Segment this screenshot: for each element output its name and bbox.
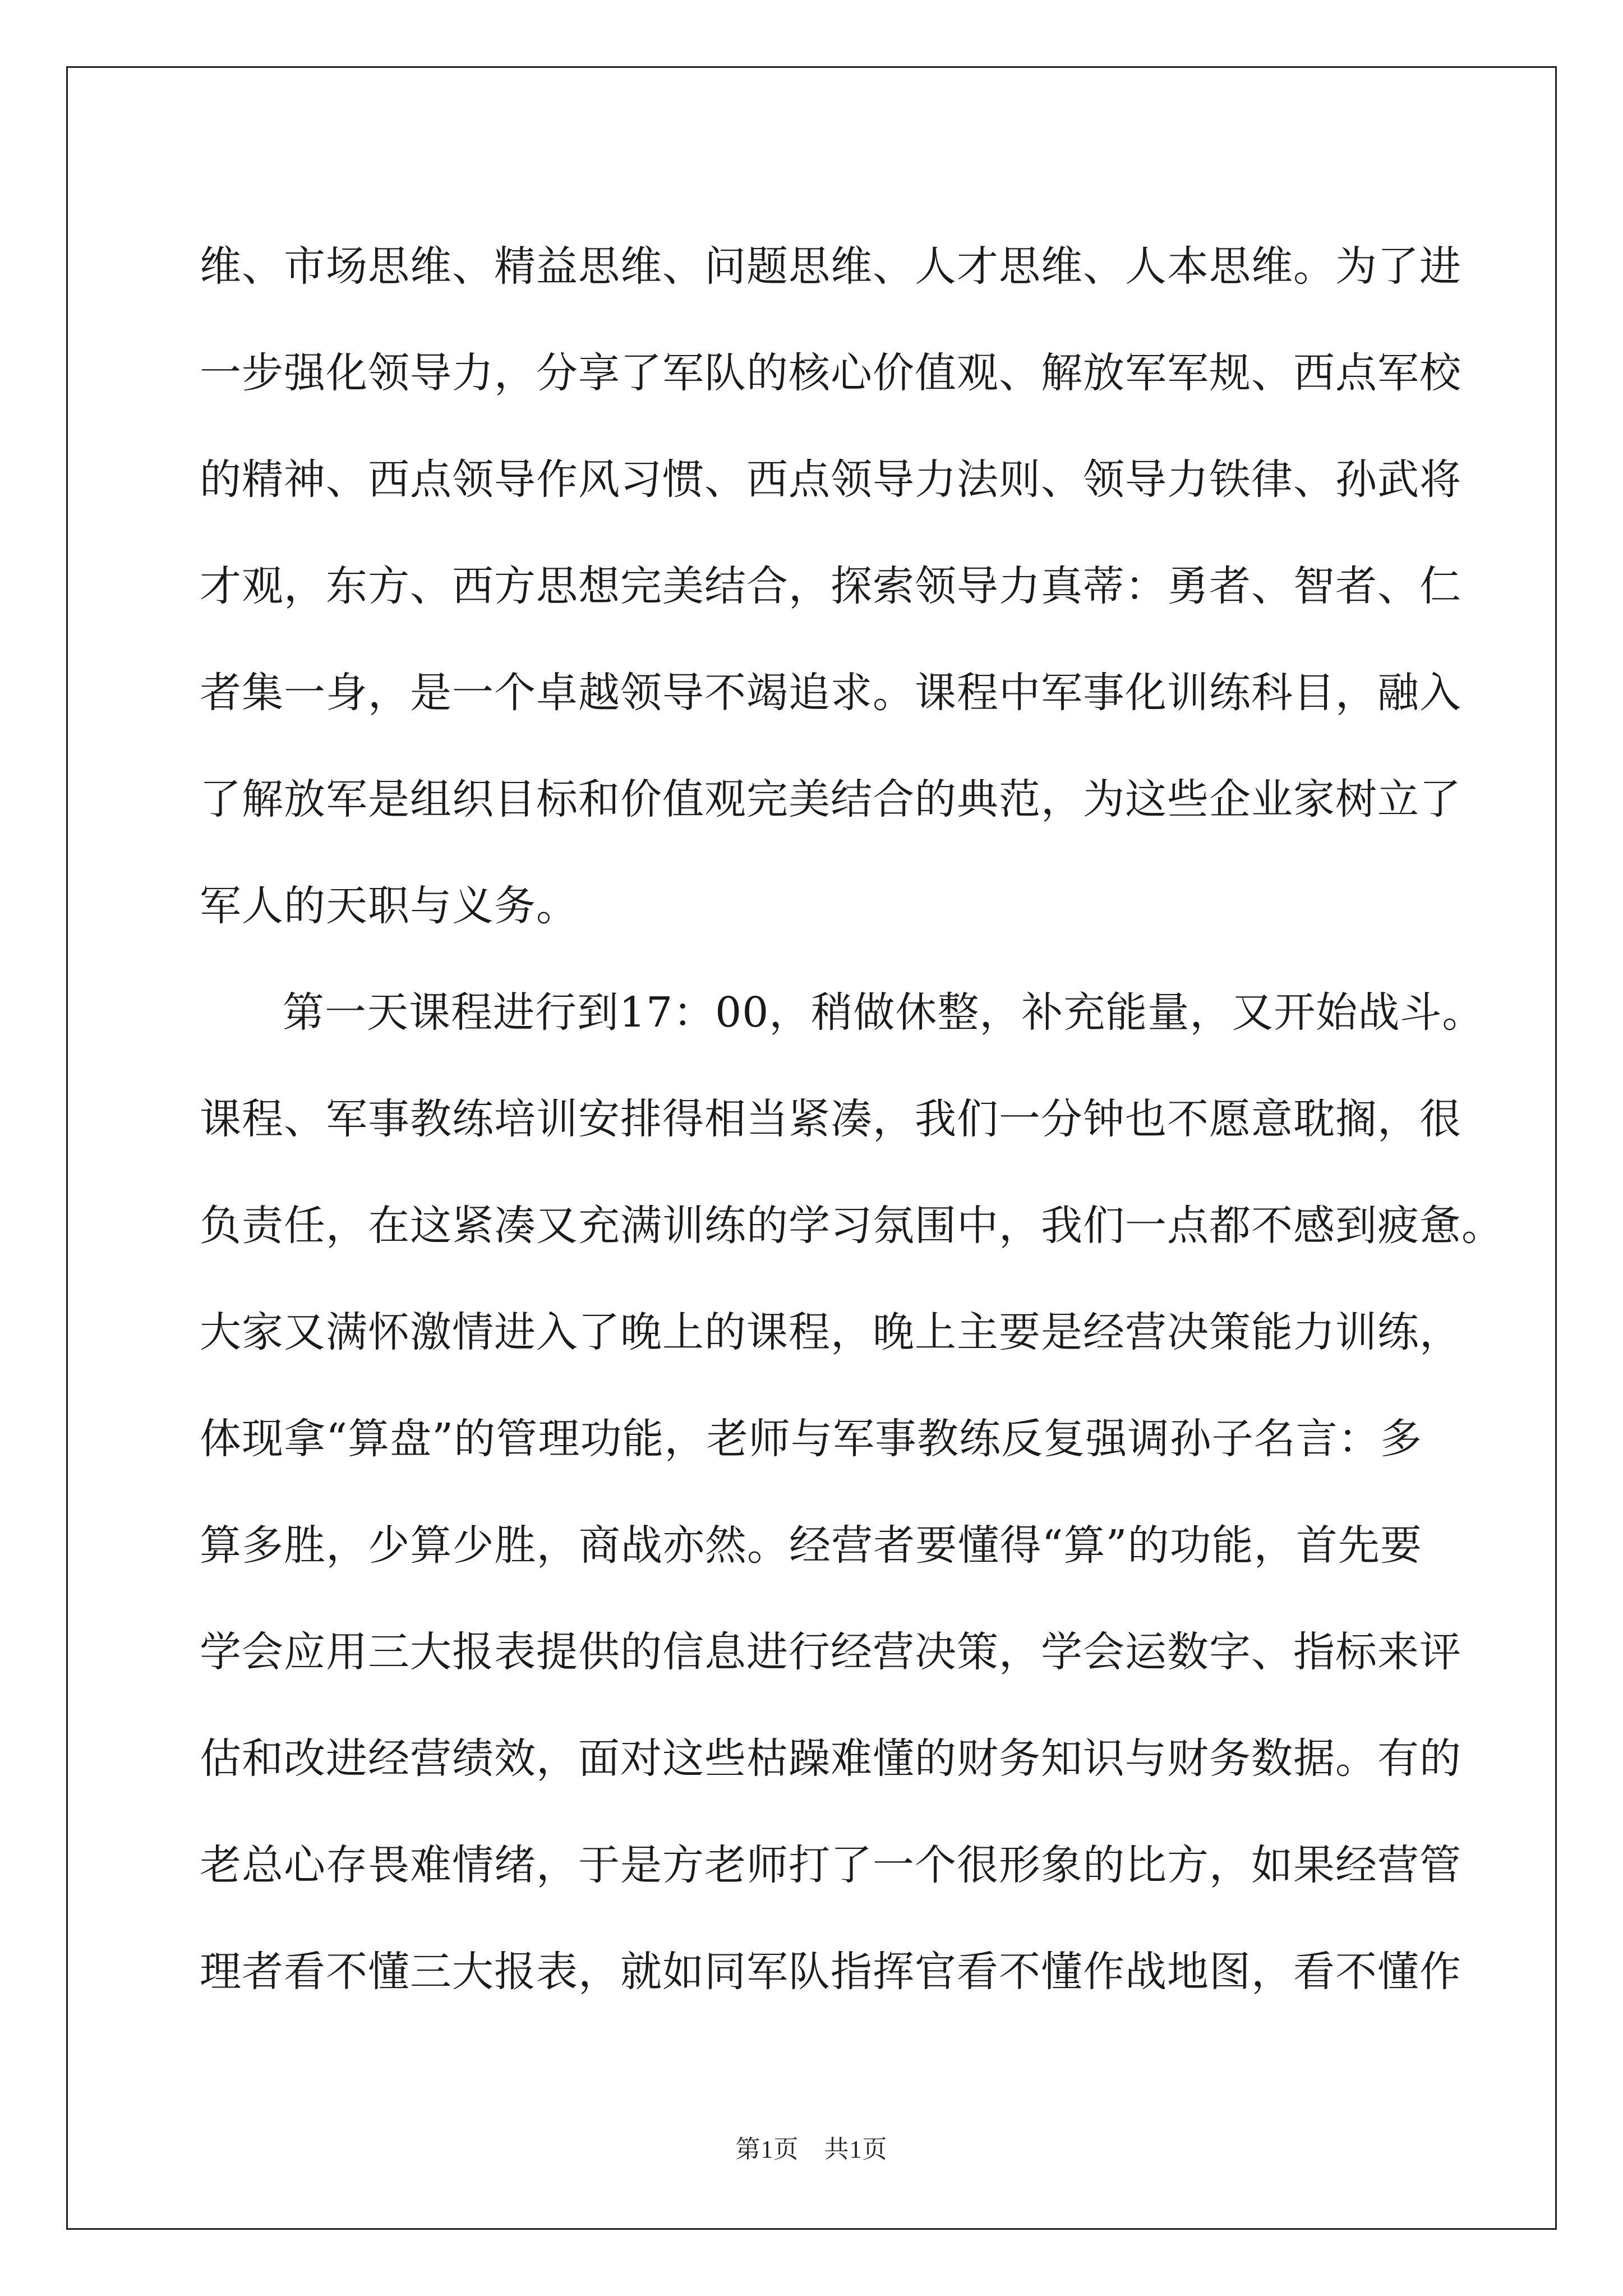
text-line: 理者看不懂三大报表，就如同军队指挥官看不懂作战地图，看不懂作 bbox=[200, 1948, 1461, 1996]
text-line: 者集一身，是一个卓越领导不竭追求。课程中军事化训练科目，融入 bbox=[200, 669, 1461, 717]
text-line: 一步强化领导力，分享了军队的核心价值观、解放军军规、西点军校 bbox=[200, 349, 1461, 397]
text-line: 大家又满怀激情进入了晚上的课程，晚上主要是经营决策能力训练， bbox=[200, 1308, 1461, 1356]
text-line: 的精神、西点领导作风习惯、西点领导力法则、领导力铁律、孙武将 bbox=[200, 455, 1461, 504]
text-line: 体现拿“算盘”的管理功能，老师与军事教练反复强调孙子名言：多 bbox=[200, 1415, 1422, 1463]
document-body bbox=[200, 213, 1504, 2025]
text-line: 军人的天职与义务。 bbox=[200, 882, 578, 930]
text-line: 课程、军事教练培训安排得相当紧凑，我们一分钟也不愿意耽搁，很 bbox=[200, 1095, 1461, 1143]
text-line: 维、市场思维、精益思维、问题思维、人才思维、人本思维。为了进 bbox=[200, 242, 1461, 291]
text-line: 学会应用三大报表提供的信息进行经营决策，学会运数字、指标来评 bbox=[200, 1628, 1461, 1676]
paragraph-start-line: 第一天课程进行到17：00，稍做休整，补充能量，又开始战斗。 bbox=[283, 988, 1484, 1037]
text-line: 算多胜，少算少胜，商战亦然。经营者要懂得“算”的功能，首先要 bbox=[200, 1521, 1422, 1570]
page-number-footer: 第1页 共1页 bbox=[735, 2136, 888, 2163]
text-line: 负责任，在这紧凑又充满训练的学习氛围中，我们一点都不感到疲惫。 bbox=[200, 1202, 1504, 1250]
text-line: 才观，东方、西方思想完美结合，探索领导力真蒂：勇者、智者、仁 bbox=[200, 562, 1461, 610]
text-line: 老总心存畏难情绪，于是方老师打了一个很形象的比方，如果经营管 bbox=[200, 1841, 1461, 1889]
text-line: 估和改进经营绩效，面对这些枯躁难懂的财务知识与财务数据。有的 bbox=[200, 1734, 1461, 1783]
text-line: 了解放军是组织目标和价值观完美结合的典范，为这些企业家树立了 bbox=[200, 775, 1461, 823]
